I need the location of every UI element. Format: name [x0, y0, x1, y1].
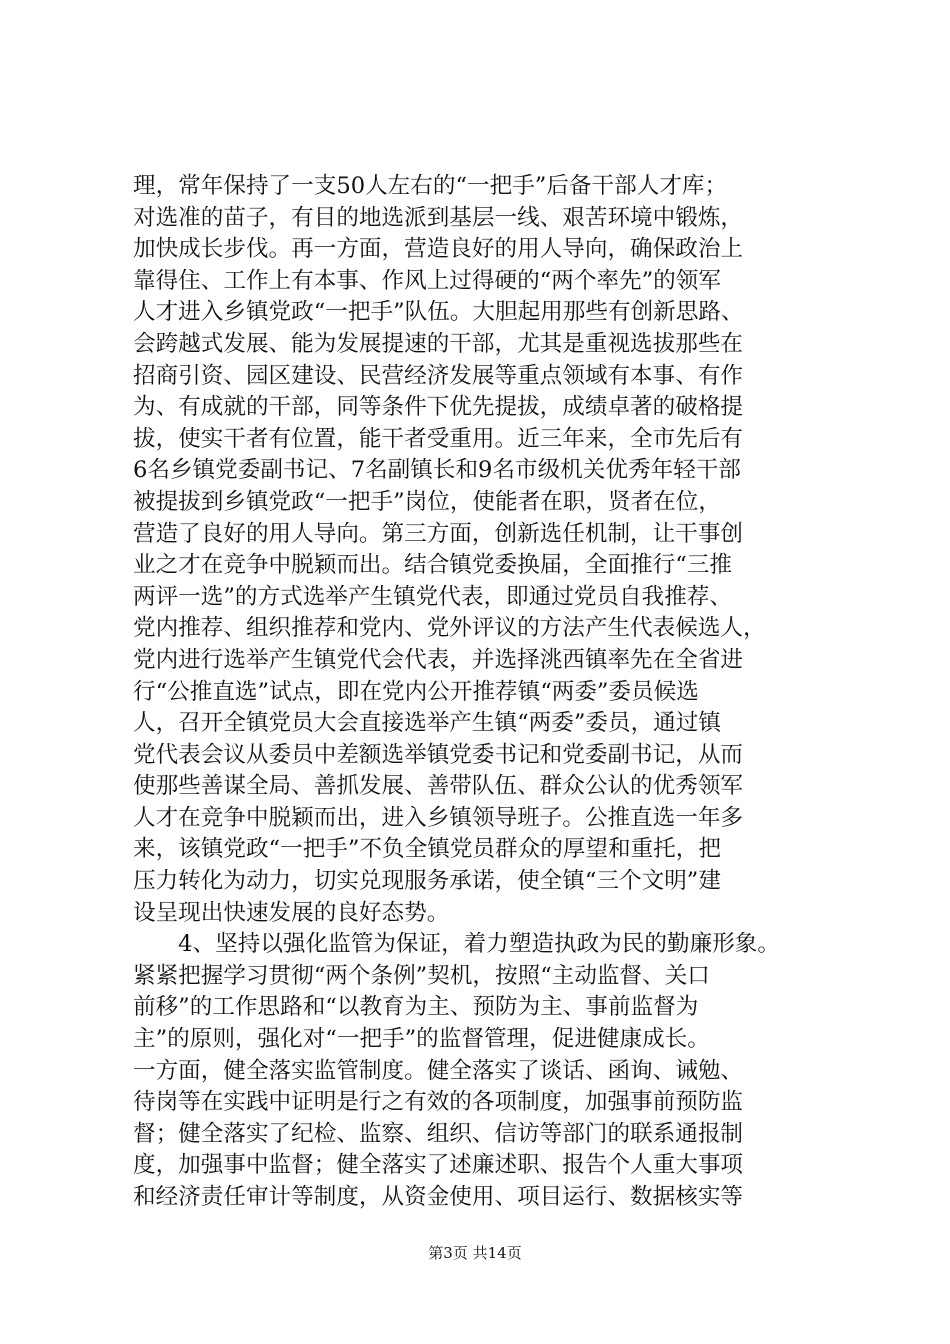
text-line: 营造了良好的用人导向。第三方面，创新选任机制，让干事创 — [133, 520, 744, 547]
text-line: 拔，使实干者有位置，能干者受重用。近三年来，全市先后有 — [133, 425, 744, 452]
text-line: 人才在竞争中脱颖而出，进入乡镇领导班子。公推直选一年多 — [133, 804, 744, 831]
text-line: 压力转化为动力，切实兑现服务承诺，使全镇“三个文明”建 — [133, 868, 721, 895]
text-line: 人，召开全镇党员大会直接选举产生镇“两委”委员，通过镇 — [133, 710, 721, 737]
text-line: 4、坚持以强化监管为保证，着力塑造执政为民的勤廉形象。 — [133, 931, 780, 958]
text-line: 两评一选”的方式选举产生镇党代表，即通过党员自我推荐、 — [133, 583, 732, 610]
text-line: 加快成长步伐。再一方面，营造良好的用人导向，确保政治上 — [133, 236, 744, 263]
text-line: 待岗等在实践中证明是行之有效的各项制度，加强事前预防监 — [133, 1089, 744, 1116]
page-footer: 第3页 共14页 — [428, 1244, 522, 1262]
text-line: 督；健全落实了纪检、监察、组织、信访等部门的联系通报制 — [133, 1120, 744, 1147]
text-line: 主”的原则，强化对“一把手”的监督管理，促进健康成长。 — [133, 1026, 710, 1053]
text-line: 前移”的工作思路和“以教育为主、预防为主、事前监督为 — [133, 994, 699, 1021]
text-line: 会跨越式发展、能为发展提速的干部，尤其是重视选拔那些在 — [133, 330, 744, 357]
text-line: 一方面，健全落实监管制度。健全落实了谈话、函询、诫勉、 — [133, 1057, 744, 1084]
text-line: 被提拔到乡镇党政“一把手”岗位，使能者在职，贤者在位， — [133, 488, 721, 515]
text-line: 人才进入乡镇党政“一把手”队伍。大胆起用那些有创新思路、 — [133, 299, 744, 326]
text-line: 度，加强事中监督；健全落实了述廉述职、报告个人重大事项 — [133, 1152, 744, 1179]
text-line: 对选准的苗子，有目的地选派到基层一线、艰苦环境中锻炼， — [133, 204, 744, 231]
text-line: 靠得住、工作上有本事、作风上过得硬的“两个率先”的领军 — [133, 267, 721, 294]
text-line: 招商引资、园区建设、民营经济发展等重点领域有本事、有作 — [133, 362, 744, 389]
text-line: 业之才在竞争中脱颖而出。结合镇党委换届，全面推行“三推 — [133, 552, 732, 579]
text-line: 紧紧把握学习贯彻“两个条例”契机，按照“主动监督、关口 — [133, 962, 710, 989]
text-line: 理，常年保持了一支50人左右的“一把手”后备干部人才库； — [133, 173, 728, 199]
text-line: 为、有成就的干部，同等条件下优先提拔，成绩卓著的破格提 — [133, 394, 744, 421]
text-line: 党内进行选举产生镇党代会代表，并选择洮西镇率先在全省进 — [133, 646, 744, 673]
text-line: 和经济责任审计等制度，从资金使用、项目运行、数据核实等 — [133, 1184, 744, 1210]
text-line: 行“公推直选”试点，即在党内公开推荐镇“两委”委员候选 — [133, 678, 699, 705]
text-line: 党代表会议从委员中差额选举镇党委书记和党委副书记，从而 — [133, 741, 744, 768]
text-line: 设呈现出快速发展的良好态势。 — [133, 899, 450, 926]
text-line: 使那些善谋全局、善抓发展、善带队伍、群众公认的优秀领军 — [133, 773, 744, 800]
text-line: 6名乡镇党委副书记、7名副镇长和9名市级机关优秀年轻干部 — [133, 457, 741, 484]
body-text — [133, 171, 833, 1214]
text-line: 党内推荐、组织推荐和党内、党外评议的方法产生代表候选人， — [133, 615, 766, 642]
text-line: 来，该镇党政“一把手”不负全镇党员群众的厚望和重托，把 — [133, 836, 721, 863]
